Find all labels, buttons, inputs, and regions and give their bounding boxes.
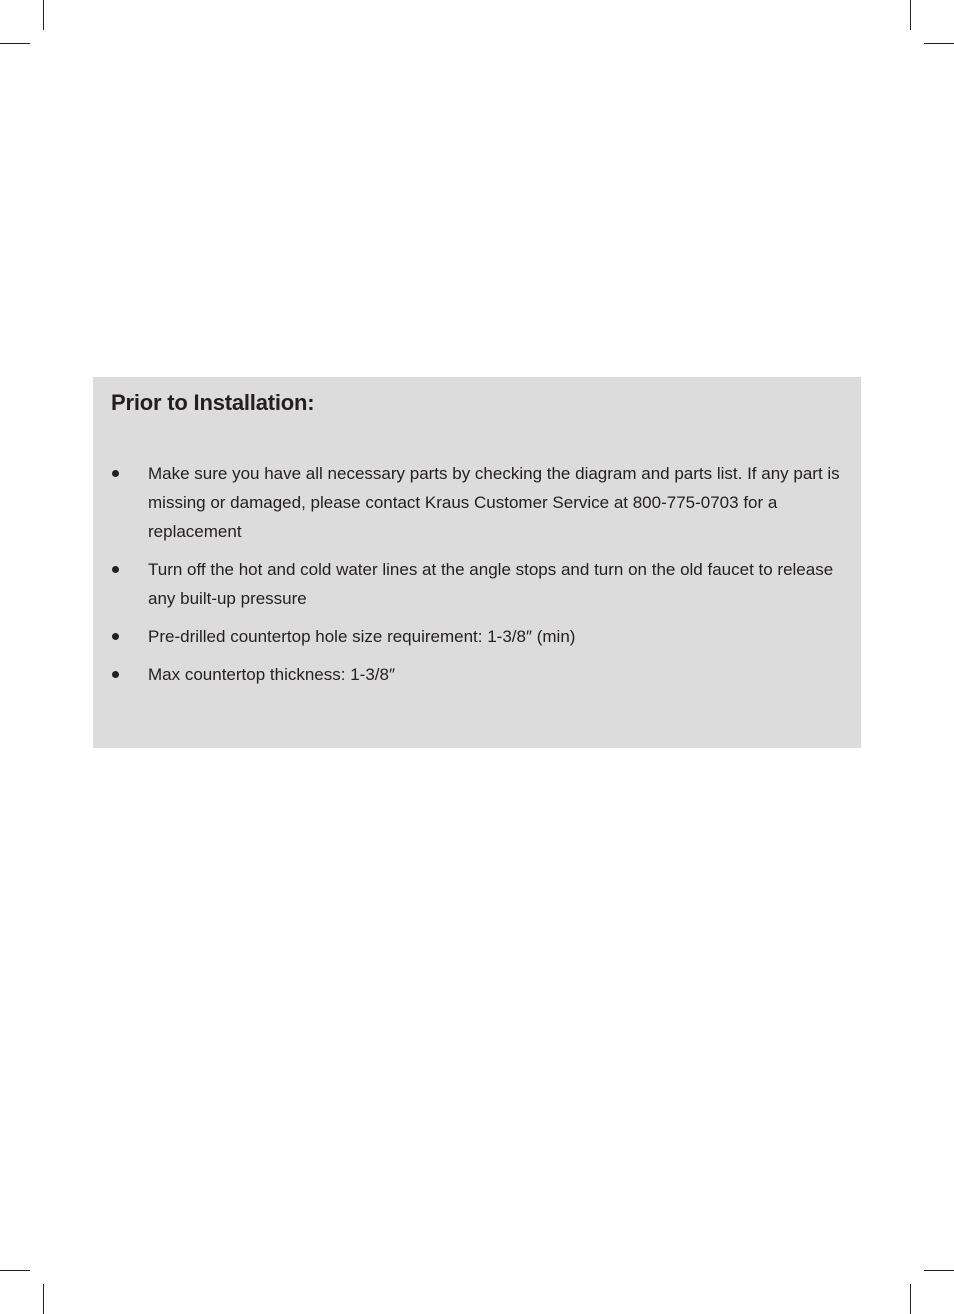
crop-mark-bottom-left-horizontal [0,1270,30,1271]
crop-mark-bottom-right-vertical [910,1284,911,1314]
instruction-list [111,459,841,698]
bullet-icon [112,633,119,640]
bullet-icon [112,566,119,573]
list-item-text: Turn off the hot and cold water lines at the angle stops and turn on the old faucet to release any built-up pressure [148,560,834,608]
crop-mark-top-right-vertical [910,0,911,30]
list-item-text: Pre-drilled countertop hole size requirement: 1-3/8″ (min) [148,627,576,646]
bullet-icon [112,470,119,477]
bullet-icon [112,671,119,678]
list-item [111,660,841,689]
crop-mark-bottom-left-vertical [43,1284,44,1314]
crop-mark-top-left-horizontal [0,43,30,44]
crop-mark-top-left-vertical [43,0,44,30]
list-item-text: Max countertop thickness: 1-3/8″ [148,665,395,684]
list-item [111,622,841,651]
crop-mark-top-right-horizontal [924,43,954,44]
panel-title: Prior to Installation: [111,390,315,415]
list-item-text: Make sure you have all necessary parts by checking the diagram and parts list. If any part is missing or damaged, please contact Kraus Customer Service at 800-775-0703 for a replacement [148,464,840,541]
crop-mark-bottom-right-horizontal [924,1270,954,1271]
prior-to-installation-panel [93,377,861,748]
list-item [111,555,841,613]
list-item [111,459,841,546]
